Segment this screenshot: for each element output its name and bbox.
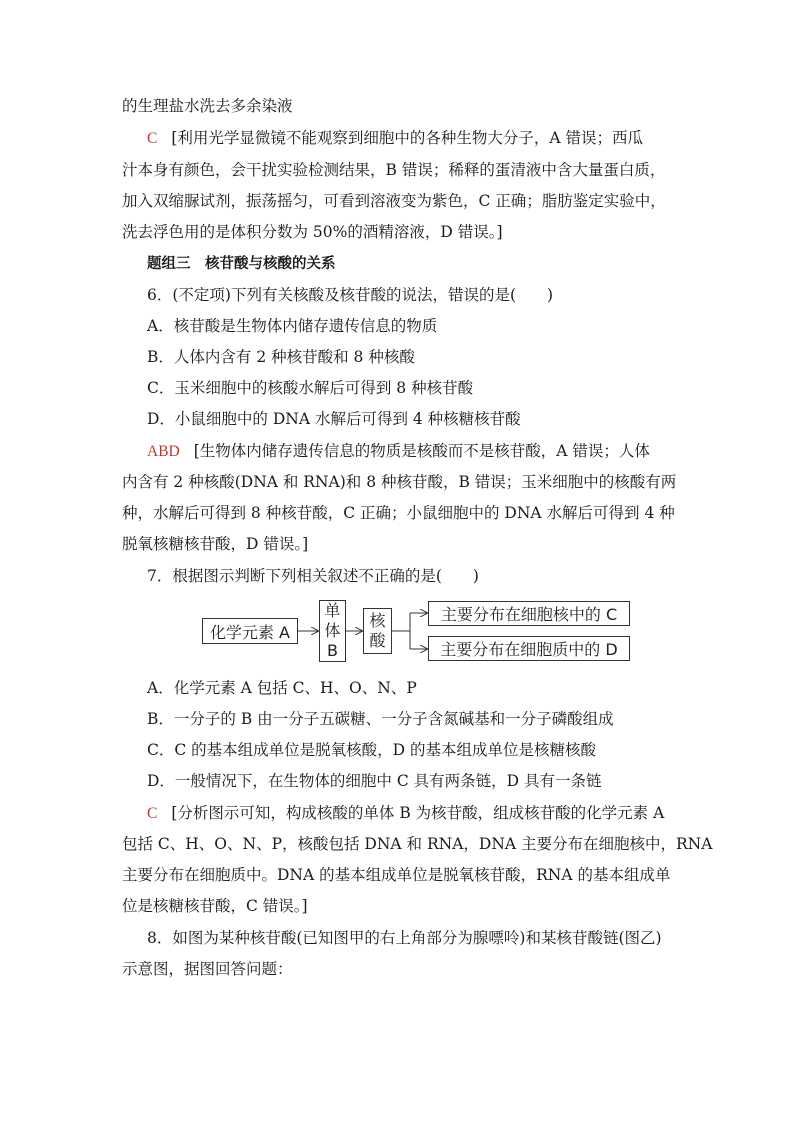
q7-explanation-line-2: 包括 C、H、O、N、P，核酸包括 DNA 和 RNA，DNA 主要分布在细胞核中，RNA (122, 835, 713, 853)
q6-stem: 6．(不定项)下列有关核酸及核苷酸的说法，错误的是( ) (147, 286, 554, 304)
monomer-b-box: 单 体 B (319, 600, 346, 662)
q6-option-b: B．人体内含有 2 种核苷酸和 8 种核酸 (147, 348, 415, 366)
q7-explanation-line-1: C [分析图示可知，构成核酸的单体 B 为核苷酸，组成核苷酸的化学元素 A (147, 804, 665, 822)
q7-explanation-line-3: 主要分布在细胞质中。DNA 的基本组成单位是脱氧核苷酸，RNA 的基本组成单 (122, 866, 671, 884)
q6-explanation-line-3: 种，水解后可得到 8 种核苷酸，C 正确；小鼠细胞中的 DNA 水解后可得到 4 种 (122, 504, 675, 522)
q5-answer: C (147, 130, 158, 147)
q7-option-d: D．一般情况下，在生物体的细胞中 C 具有两条链，D 具有一条链 (147, 772, 602, 790)
output-d-box: 主要分布在细胞质中的 D (428, 636, 630, 661)
q6-option-a: A．核苷酸是生物体内储存遗传信息的物质 (147, 317, 438, 335)
q6-answer: ABD (147, 443, 180, 460)
element-a-box: 化学元素 A (202, 618, 298, 644)
q5-explanation-line-1: C [利用光学显微镜不能观察到细胞中的各种生物大分子，A 错误；西瓜 (147, 129, 644, 147)
q7-explanation-line-4: 位是核糖核苷酸，C 错误。] (122, 897, 308, 915)
q6-explanation-line-2: 内含有 2 种核酸(DNA 和 RNA)和 8 种核苷酸，B 错误；玉米细胞中的核酸有两 (122, 473, 677, 491)
q5-explanation-line-3: 加入双缩脲试剂，振荡摇匀，可看到溶液变为紫色，C 正确；脂肪鉴定实验中， (122, 192, 666, 210)
q8-stem-line-1: 8．如图为某种核苷酸(已知图甲的右上角部分为腺嘌呤)和某核苷酸链(图乙) (147, 929, 662, 947)
q7-answer: C (147, 805, 158, 822)
q6-option-d: D．小鼠细胞中的 DNA 水解后可得到 4 种核糖核苷酸 (147, 410, 521, 428)
q5-tail-line: 的生理盐水洗去多余染液 (122, 97, 293, 115)
q6-explanation-line-4: 脱氧核糖核苷酸，D 错误。] (122, 535, 309, 553)
q7-stem: 7．根据图示判断下列相关叙述不正确的是( ) (147, 567, 479, 585)
q8-stem-line-2: 示意图，据图回答问题： (122, 960, 293, 978)
q5-explanation-line-4: 洗去浮色用的是体积分数为 50%的酒精溶液，D 错误。] (122, 223, 503, 241)
q6-explanation-line-1: ABD [生物体内储存遗传信息的物质是核酸而不是核苷酸，A 错误；人体 (147, 442, 650, 460)
group-3-heading: 题组三 核苷酸与核酸的关系 (147, 256, 336, 272)
q7-option-b: B．一分子的 B 由一分子五碳糖、一分子含氮碱基和一分子磷酸组成 (147, 710, 614, 728)
nucleic-acid-box: 核 酸 (363, 608, 392, 654)
q7-option-a: A．化学元素 A 包括 C、H、O、N、P (147, 679, 417, 697)
output-c-box: 主要分布在细胞核中的 C (428, 601, 630, 626)
q5-explanation-line-2: 汁本身有颜色，会干扰实验检测结果，B 错误；稀释的蛋清液中含大量蛋白质， (122, 161, 666, 179)
q7-option-c: C．C 的基本组成单位是脱氧核酸，D 的基本组成单位是核糖核酸 (147, 741, 597, 759)
q6-option-c: C．玉米细胞中的核酸水解后可得到 8 种核苷酸 (147, 379, 474, 397)
